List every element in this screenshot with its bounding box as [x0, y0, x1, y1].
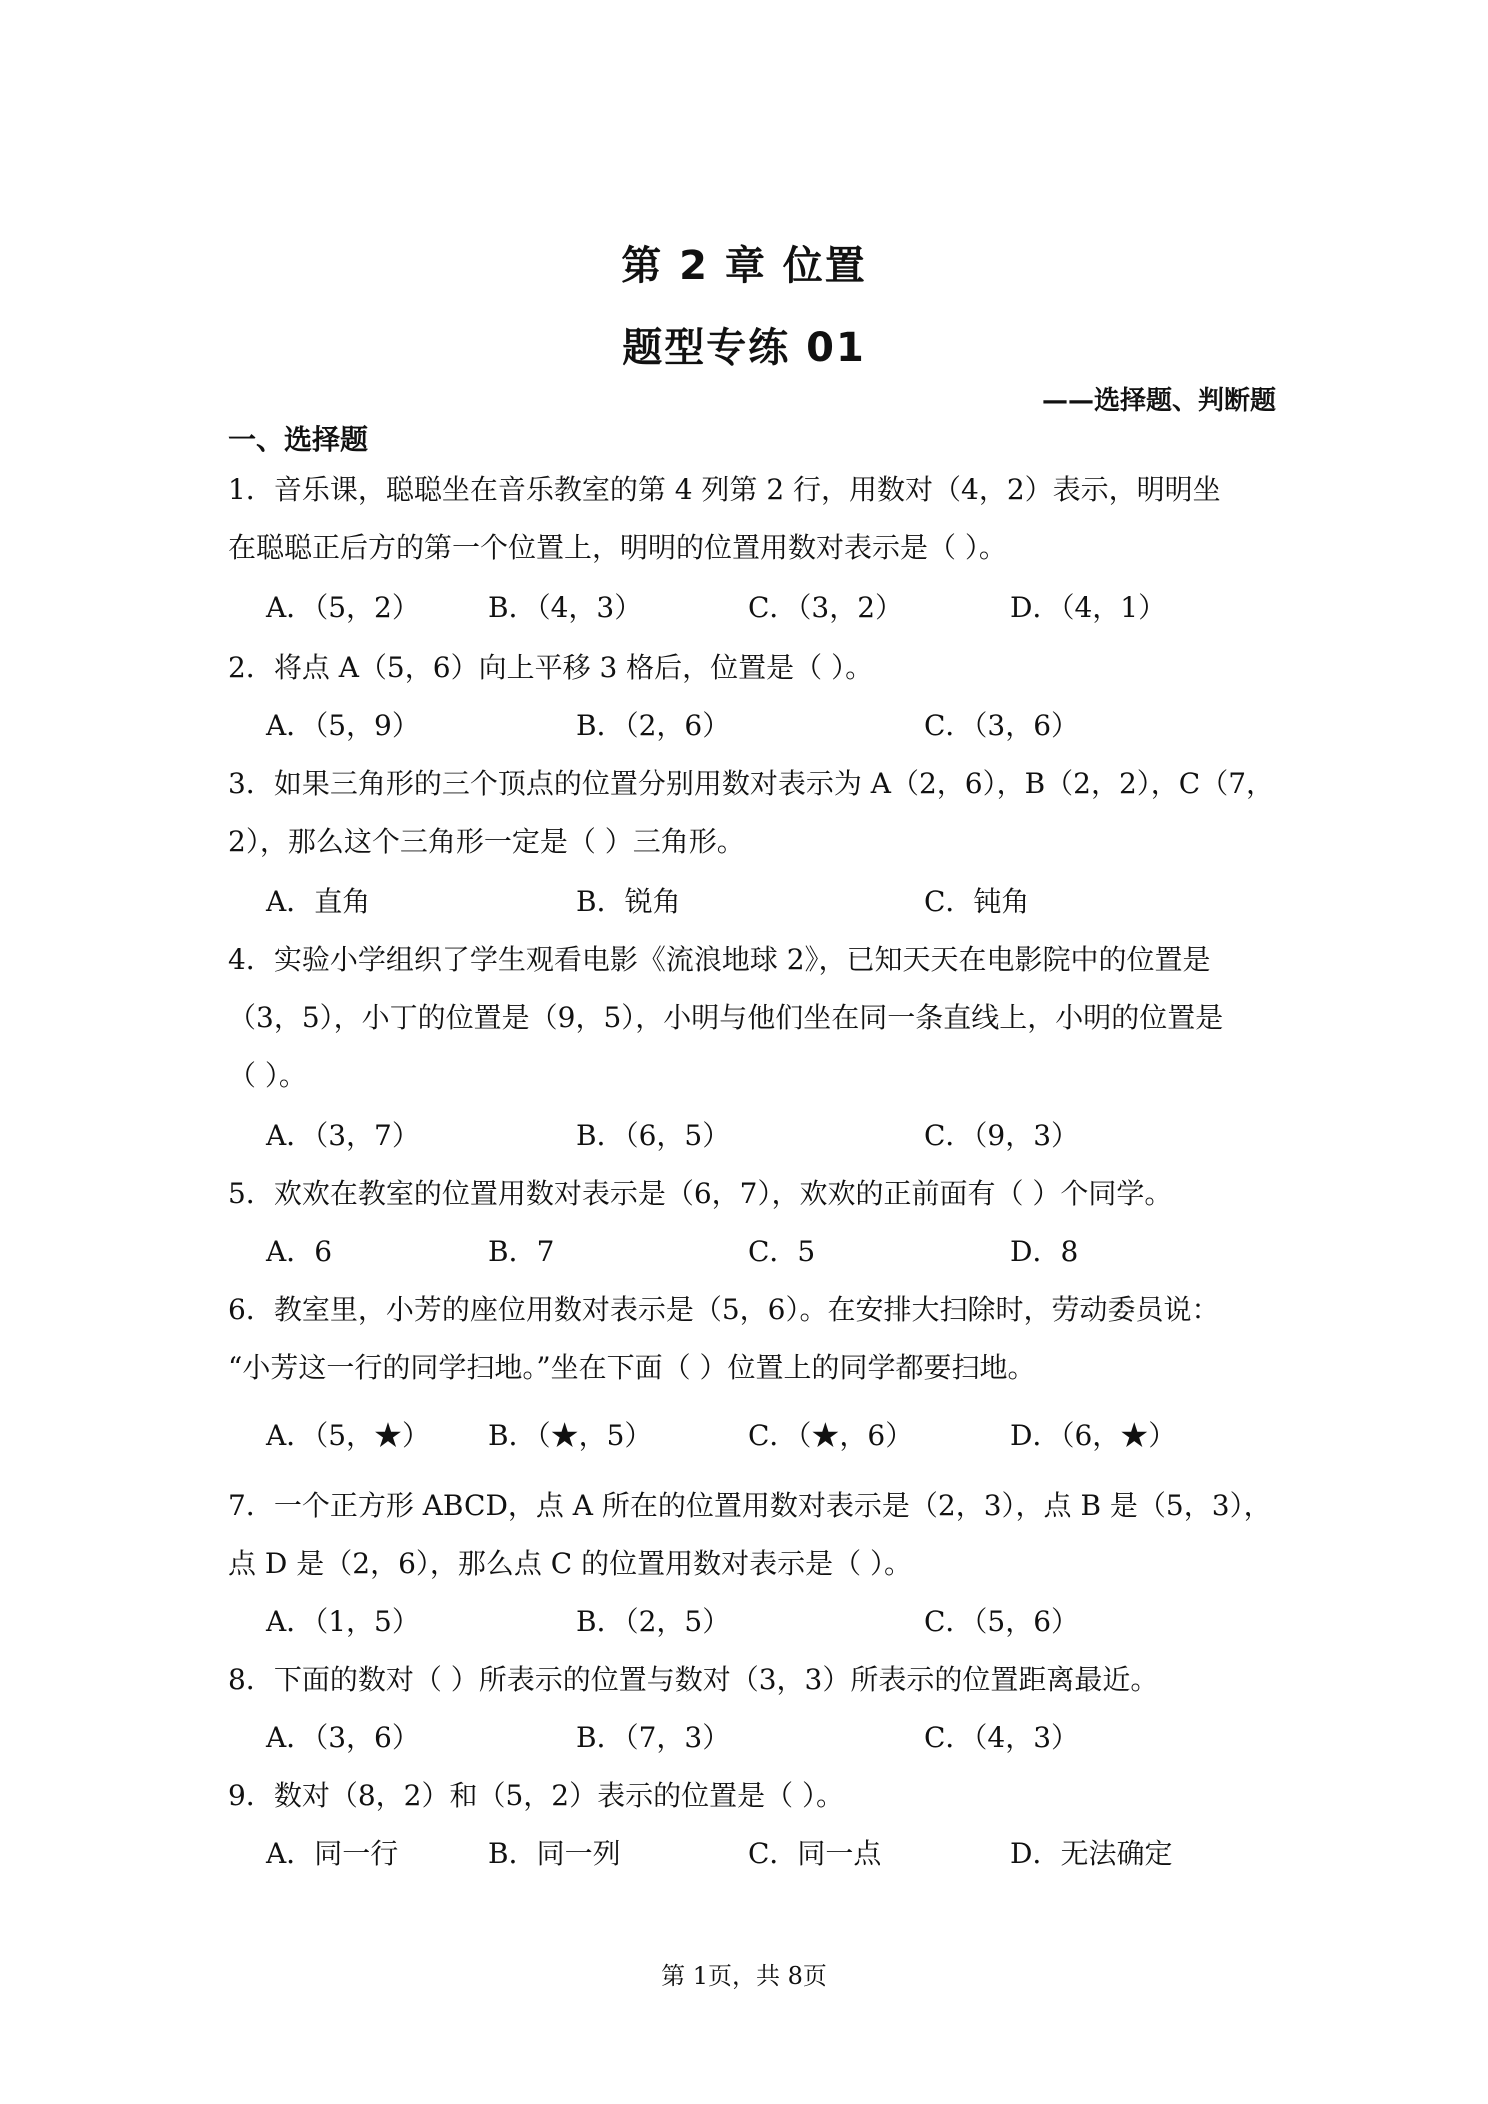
question-3-line-1: 3．如果三角形的三个顶点的位置分别用数对表示为 A（2，6），B（2，2），C（7，	[228, 767, 1275, 800]
question-6-line-1: 6．教室里，小芳的座位用数对表示是（5，6）。在安排大扫除时，劳动委员说：	[228, 1293, 1220, 1326]
question-6-line-2: “小芳这一行的同学扫地。”坐在下面（ ）位置上的同学都要扫地。	[228, 1351, 1036, 1384]
question-9-option-b: B．同一列	[488, 1837, 621, 1870]
question-4-line-2: （3，5），小丁的位置是（9，5），小明与他们坐在同一条直线上，小明的位置是	[228, 1001, 1224, 1034]
question-1-option-b: B．（4，3）	[488, 591, 643, 624]
question-1-option-d: D．（4，1）	[1010, 591, 1167, 624]
question-8-option-c: C．（4，3）	[924, 1721, 1080, 1754]
question-6-option-c: C．（★，6）	[748, 1419, 914, 1452]
question-5-option-d: D．8	[1010, 1235, 1079, 1268]
question-4-line-1: 4．实验小学组织了学生观看电影《流浪地球 2》，已知天天在电影院中的位置是	[228, 943, 1211, 976]
question-1-line-2: 在聪聪正后方的第一个位置上，明明的位置用数对表示是（ ）。	[228, 531, 1007, 564]
question-7-line-2: 点 D 是（2，6），那么点 C 的位置用数对表示是（ ）。	[228, 1547, 913, 1580]
question-9-option-a: A．同一行	[266, 1837, 399, 1870]
question-7-option-b: B．（2，5）	[576, 1605, 731, 1638]
question-5-option-b: B．7	[488, 1235, 555, 1268]
question-4-option-a: A．（3，7）	[266, 1119, 420, 1152]
question-4-option-b: B．（6，5）	[576, 1119, 731, 1152]
question-5-line-1: 5．欢欢在教室的位置用数对表示是（6，7），欢欢的正前面有（ ）个同学。	[228, 1177, 1173, 1210]
question-1-option-c: C．（3，2）	[748, 591, 904, 624]
practice-title: 题型专练 01	[622, 325, 866, 371]
question-2-option-c: C．（3，6）	[924, 709, 1080, 742]
question-3-option-c: C．钝角	[924, 885, 1030, 918]
question-3-option-b: B．锐角	[576, 885, 681, 918]
question-8-option-b: B．（7，3）	[576, 1721, 731, 1754]
question-4-option-c: C．（9，3）	[924, 1119, 1080, 1152]
question-7-line-1: 7．一个正方形 ABCD，点 A 所在的位置用数对表示是（2，3），点 B 是（5，3），	[228, 1489, 1272, 1522]
question-2-line-1: 2．将点 A（5，6）向上平移 3 格后，位置是（ ）。	[228, 651, 874, 684]
question-7-option-a: A．（1，5）	[266, 1605, 420, 1638]
question-9-option-c: C．同一点	[748, 1837, 882, 1870]
question-3-option-a: A．直角	[266, 885, 371, 918]
question-3-line-2: 2），那么这个三角形一定是（ ）三角形。	[228, 825, 745, 858]
question-9-line-1: 9．数对（8，2）和（5，2）表示的位置是（ ）。	[228, 1779, 844, 1812]
question-2-option-b: B．（2，6）	[576, 709, 731, 742]
page-footer: 第 1页，共 8页	[661, 1962, 827, 1990]
question-9-option-d: D．无法确定	[1010, 1837, 1173, 1870]
question-8-option-a: A．（3，6）	[266, 1721, 420, 1754]
question-8-line-1: 8．下面的数对（ ）所表示的位置与数对（3，3）所表示的位置距离最近。	[228, 1663, 1159, 1696]
question-2-option-a: A．（5，9）	[266, 709, 420, 742]
question-7-option-c: C．（5，6）	[924, 1605, 1080, 1638]
section-heading: 一、选择题	[228, 423, 369, 456]
question-6-option-a: A．（5，★）	[266, 1419, 431, 1452]
question-1-line-1: 1．音乐课，聪聪坐在音乐教室的第 4 列第 2 行，用数对（4，2）表示，明明坐	[228, 473, 1221, 506]
question-6-option-b: B．（★，5）	[488, 1419, 653, 1452]
question-5-option-c: C．5	[748, 1235, 816, 1268]
chapter-title: 第 2 章 位置	[621, 243, 867, 289]
question-6-option-d: D．（6，★）	[1010, 1419, 1177, 1452]
question-5-option-a: A．6	[266, 1235, 333, 1268]
question-4-line-3: （ ）。	[228, 1059, 307, 1092]
subtitle: ——选择题、判断题	[1041, 386, 1276, 416]
question-1-option-a: A．（5，2）	[266, 591, 420, 624]
